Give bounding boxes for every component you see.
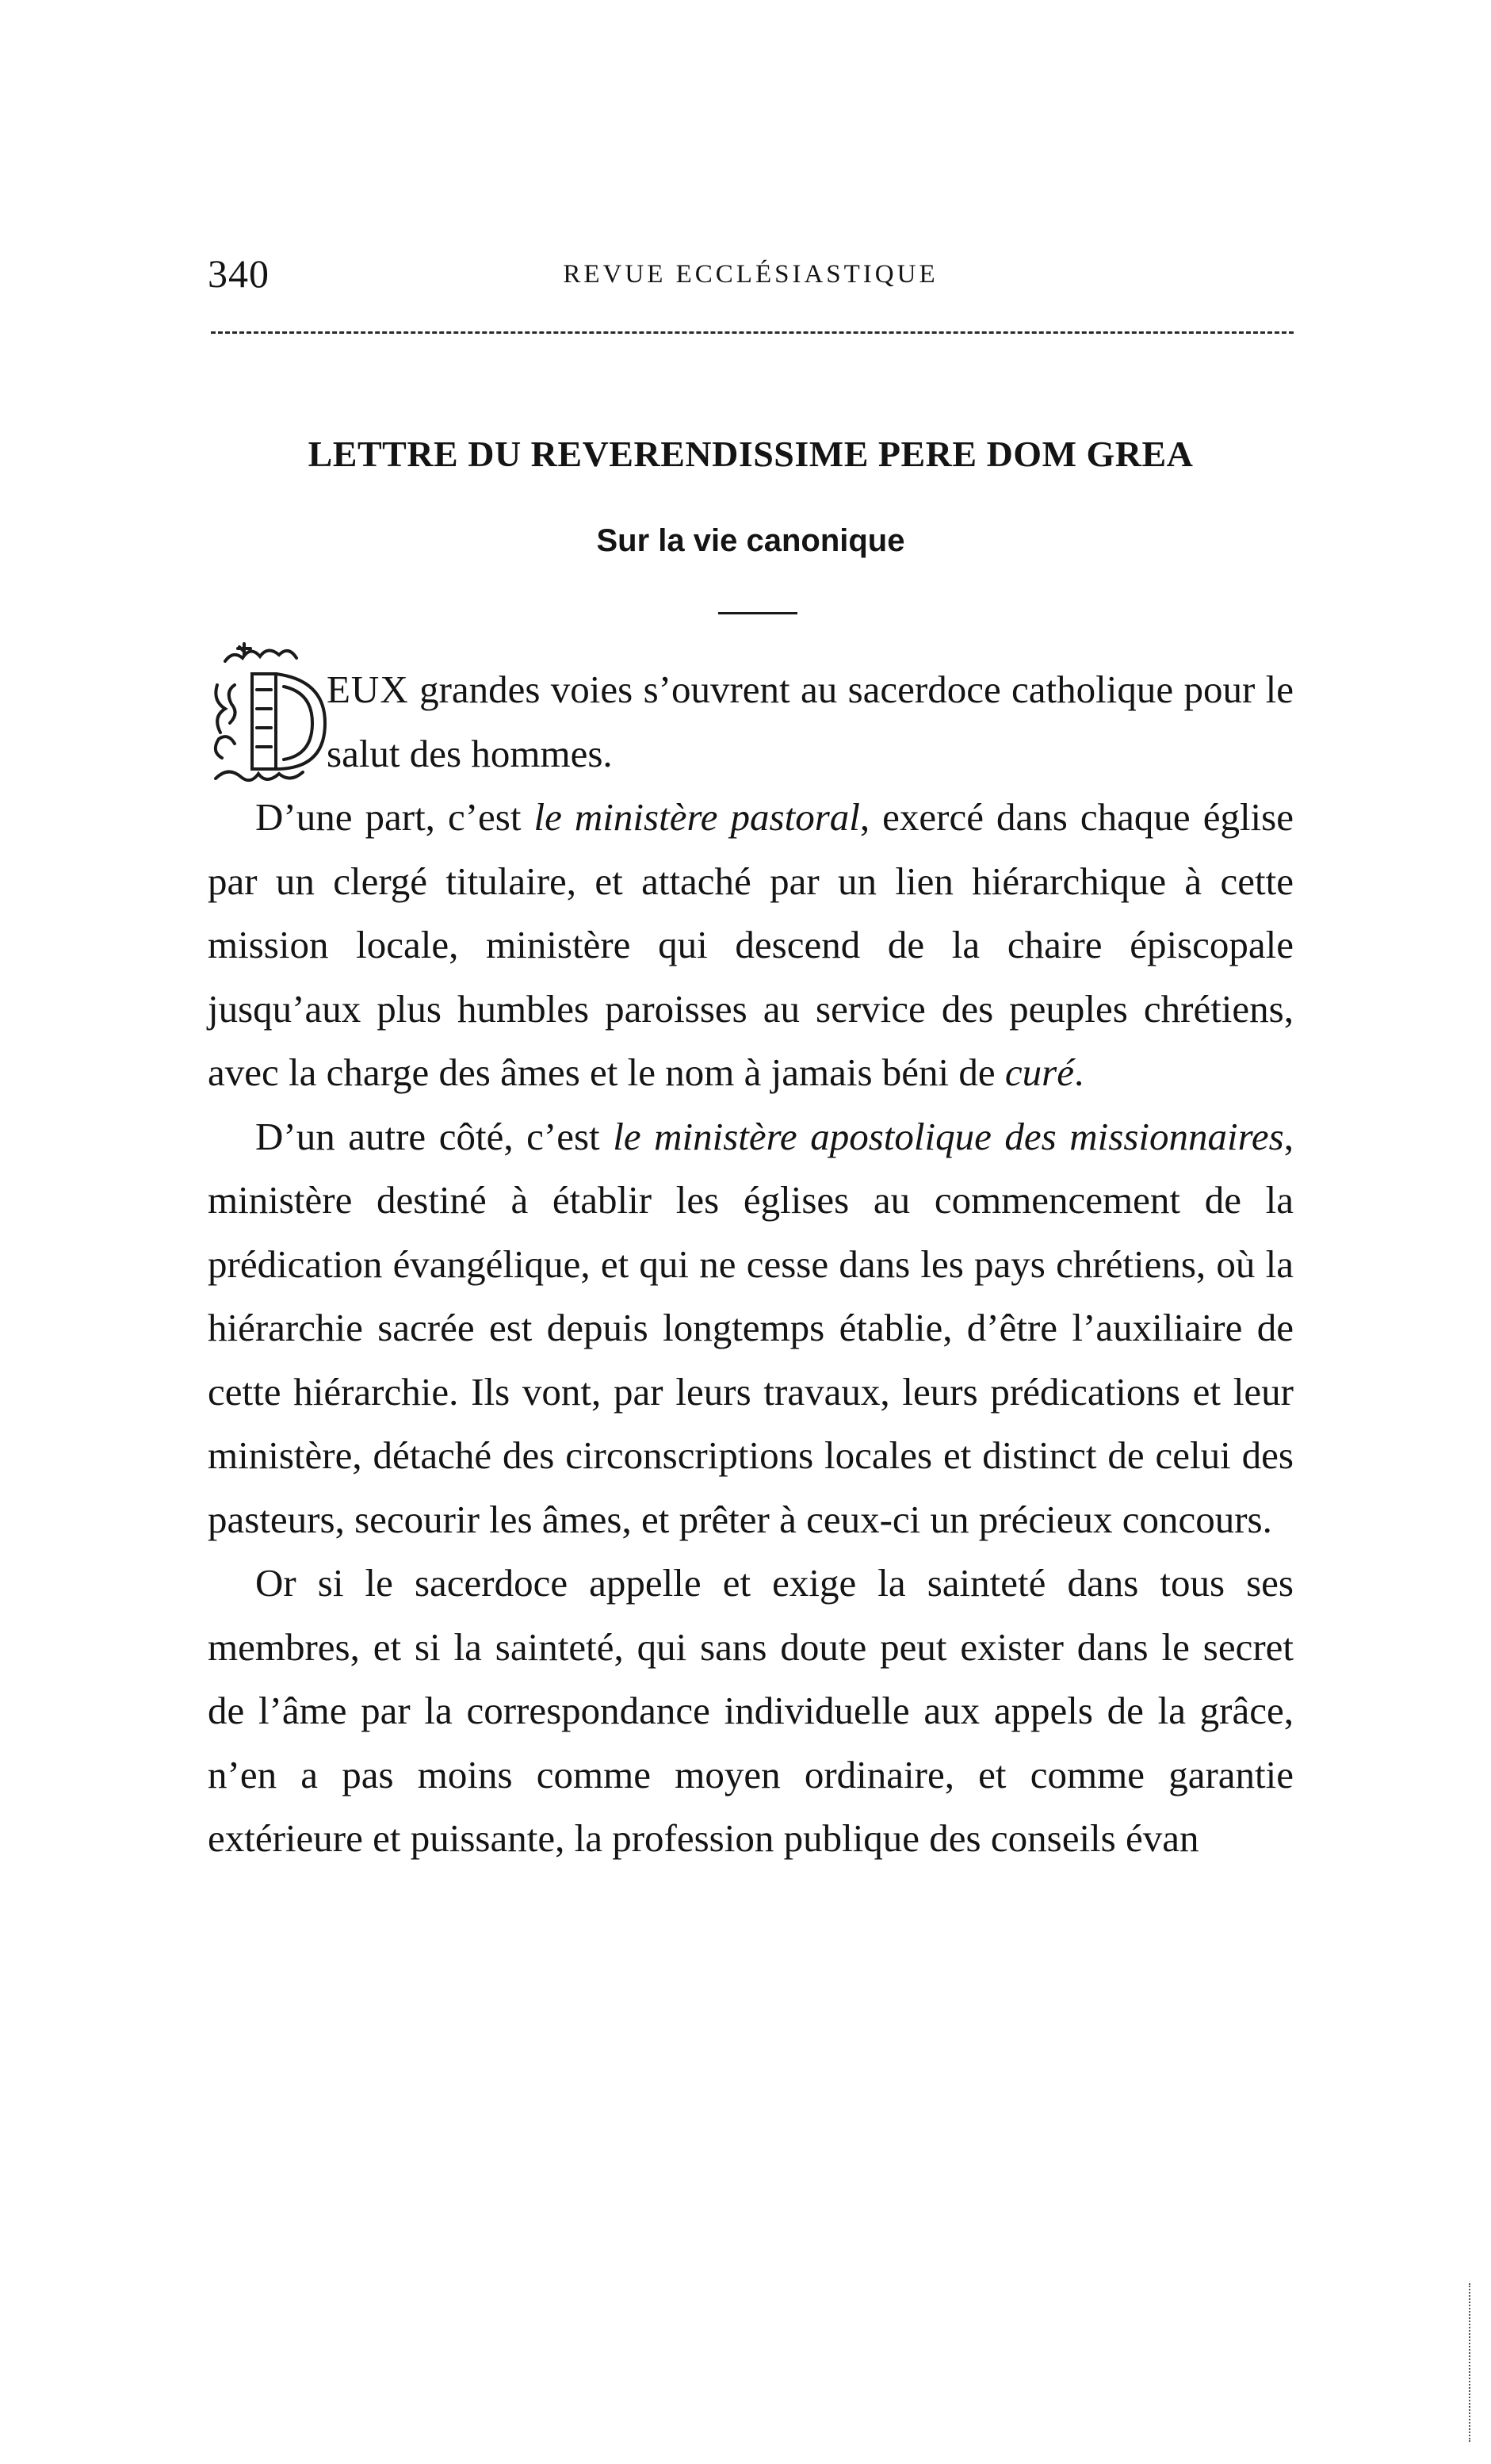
drop-cap-continuation: EUX bbox=[327, 668, 409, 711]
paragraph-2-emphasis-2: curé bbox=[1004, 1050, 1074, 1094]
article-subtitle: Sur la vie canonique bbox=[596, 523, 905, 558]
paragraph-2-part-c: . bbox=[1073, 1050, 1084, 1094]
paragraph-1-text: grandes voies s’ouvrent au sacerdoce catholique pour le salut des hommes. bbox=[327, 668, 1294, 775]
header-rule bbox=[211, 331, 1294, 334]
running-head: REVUE ECCLÉSIASTIQUE bbox=[563, 260, 939, 289]
paragraph-1 bbox=[208, 658, 1294, 786]
paragraph-3-part-a: D’un autre côté, c’est bbox=[255, 1114, 614, 1158]
paragraph-3-part-b: , ministère destiné à établir les églises au commencement de la prédication évangélique, et qui ne cesse dans les pays chrétiens, où la hiérarchie sacrée est depuis longtemps établie, d’être l’auxiliaire de cette hiérarchie. Ils vont, par leurs travaux, leurs prédications et leur ministère, détaché des circonscriptions locales et distinct de celui des pasteurs, secourir les âmes, et prêter à ceux-ci un précieux concours. bbox=[208, 1114, 1294, 1541]
paragraph-3 bbox=[208, 1105, 1294, 1552]
paragraph-3-emphasis-1: le ministère apostolique des missionnaires bbox=[613, 1114, 1284, 1158]
paragraph-2-emphasis-1: le ministère pastoral bbox=[533, 795, 860, 839]
paragraph-2 bbox=[208, 786, 1294, 1105]
title-separator bbox=[718, 612, 797, 614]
margin-dots bbox=[1469, 2283, 1474, 2442]
paragraph-4: Or si le sacerdoce appelle et exige la sainteté dans tous ses membres, et si la sainteté, qui sans doute peut exister dans le secret de l’âme par la correspondance individuelle aux appels de la grâce, n’en a pas moins comme moyen ordinaire, et comme garantie extérieure et puissante, la profession publique des conseils évan bbox=[208, 1561, 1294, 1860]
page-number: 340 bbox=[208, 251, 270, 296]
article-body bbox=[208, 658, 1294, 1871]
paragraph-2-part-a: D’une part, c’est bbox=[255, 795, 534, 839]
article-title: LETTRE DU REVERENDISSIME PERE DOM GREA bbox=[308, 434, 1194, 474]
paragraph-2-part-b: , exercé dans chaque église par un clergé titulaire, et attaché par un lien hiérarchique à cette mission locale, ministère qui descend de la chaire épiscopale jusqu’aux plus humbles paroisses au service des peuples chrétiens, avec la charge des âmes et le nom à jamais béni de bbox=[208, 795, 1294, 1094]
page-header bbox=[208, 251, 1294, 298]
